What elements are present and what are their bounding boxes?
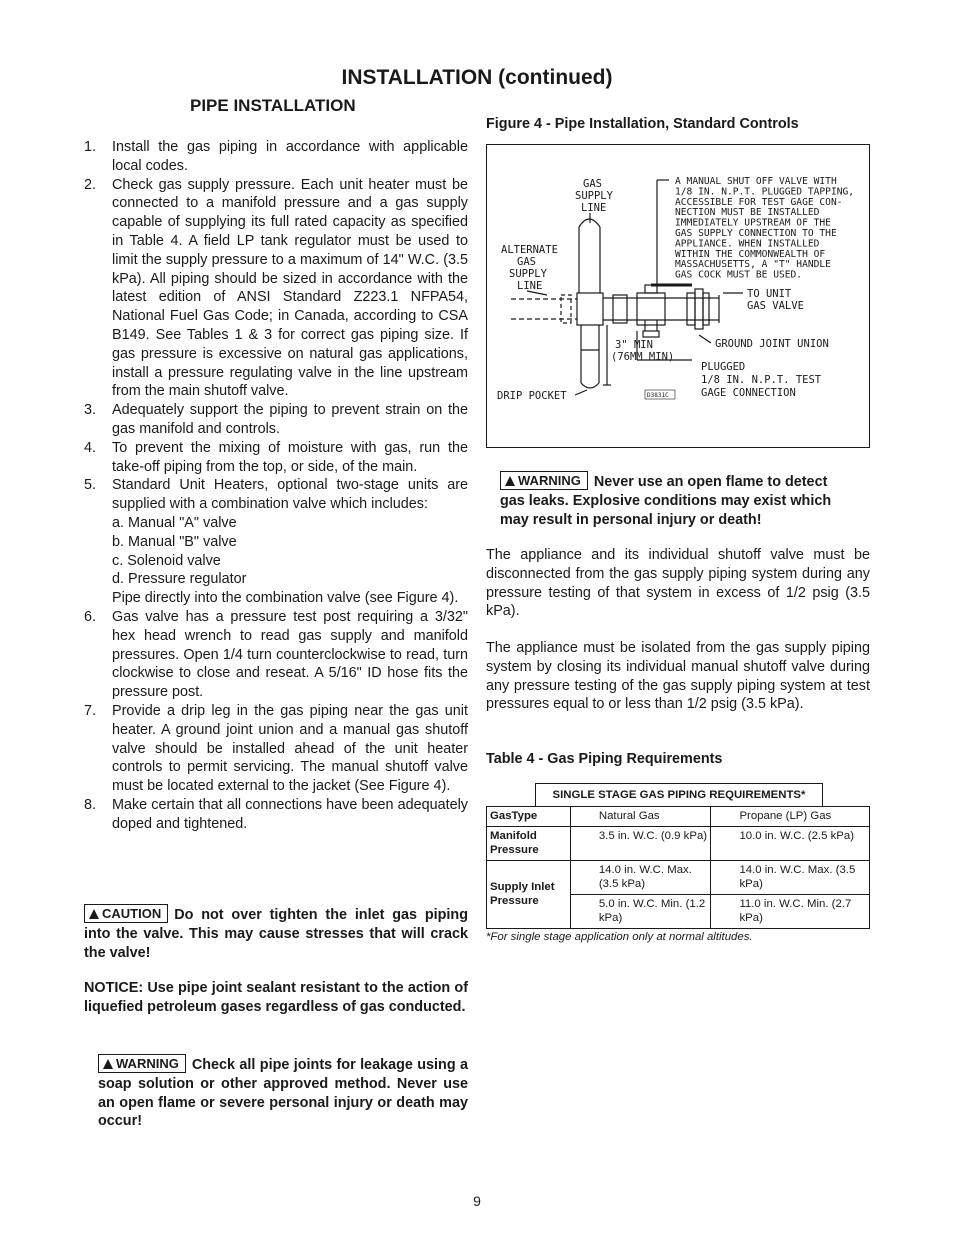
caution-notice: CAUTION Do not over tighten the inlet gas piping into the valve. This may cause stresses that will crack the valve!: [84, 906, 468, 961]
pipe-installation-figure: [486, 144, 870, 448]
label-min-dimension: 3" MIN (76MM MIN): [611, 339, 675, 363]
table-cell: Supply Inlet Pressure: [487, 860, 571, 928]
page-number: 9: [473, 1193, 481, 1209]
label-to-unit-valve: TO UNIT GAS VALVE: [747, 288, 804, 312]
list-item: 4. To prevent the mixing of moisture with gas, run the take-off piping from the top, or side, of the main.: [84, 439, 468, 475]
sub-item: a. Manual "A" valve: [112, 514, 237, 531]
table-cell: 10.0 in. W.C. (2.5 kPa): [711, 826, 870, 860]
figure-code: D3831C: [647, 392, 669, 399]
table-header: SINGLE STAGE GAS PIPING REQUIREMENTS*: [535, 783, 823, 806]
pipe-diagram: [487, 145, 871, 449]
paragraph: The appliance and its individual shutoff valve must be disconnected from the gas supply piping system during any pressure testing of that system in excess of 1/2 psig (3.5 kPa).: [486, 547, 870, 620]
label-plugged-connection: PLUGGED 1/8 IN. N.P.T. TEST GAGE CONNECTION: [701, 361, 822, 399]
sub-item: b. Manual "B" valve: [112, 533, 237, 550]
warning-notice-right: WARNING Never use an open flame to detect gas leaks. Explosive conditions may exist which may result in personal injury or death!: [500, 473, 832, 528]
figure-labels: [497, 176, 860, 402]
table-cell: 11.0 in. W.C. Min. (2.7 kPa): [711, 894, 870, 928]
alert-triangle-icon: [103, 1059, 113, 1069]
list-item: 5. Standard Unit Heaters, optional two-stage units are supplied with a combination valve which includes: a. Manual "A" valve b. Manual "B" valve c. Solenoid valve d. Pressure regulator Pipe directly into the combination valve (see Figure 4).: [84, 477, 468, 607]
warning-notice-left: WARNING Check all pipe joints for leakage using a soap solution or other approved method. Never use an open flame or severe personal injury or death may occur!: [98, 1056, 468, 1130]
sub-item: c. Solenoid valve: [112, 552, 221, 569]
table-cell: 5.0 in. W.C. Min. (1.2 kPa): [570, 894, 711, 928]
list-item: 8. Make certain that all connections have been adequately doped and tightened.: [84, 796, 468, 832]
sub-item: d. Pressure regulator: [112, 571, 247, 588]
instruction-list: [84, 138, 468, 833]
warning-badge: WARNING: [98, 1054, 186, 1073]
label-drip-pocket: DRIP POCKET: [497, 390, 567, 402]
list-item: 2. Check gas supply pressure. Each unit heater must be connected to a manifold pressure and a gas supply capable of supplying its full rated capacity as specified in Table 4. A field LP tank regulator must be used to limit the supply pressure to a maximum of 14" W.C. (3.5 kPa). All piping should be sized in accordance with the latest edition of ANSI Standard Z223.1 NFPA54, National Fuel Gas Code; in Canada, according to CSA B149. See Tables 1 & 3 for correct gas piping size. If gas pressure is excessive on natural gas applications, install a pressure regulating valve in the line upstream from the main shutoff valve.: [84, 176, 468, 400]
list-item: 7. Provide a drip leg in the gas piping near the gas unit heater. A ground joint union and a manual gas shutoff valve should be installed ahead of the unit heater controls to permit servicing. The manual shutoff valve must be located external to the jacket (See Figure 4).: [84, 702, 468, 795]
alert-triangle-icon: [505, 476, 515, 486]
list-item: 6. Gas valve has a pressure test post requiring a 3/32" hex head wrench to read gas supply and manifold pressures. Open 1/4 turn counterclockwise to read, turn clockwise to close and reseat. A 5/16" ID hose fits the pressure post.: [84, 608, 468, 701]
page-title: INSTALLATION (continued): [341, 66, 613, 89]
sealant-notice: NOTICE: Use pipe joint sealant resistant to the action of liquefied petroleum gases regardless of gas conducted.: [84, 980, 468, 1015]
section-title: PIPE INSTALLATION: [190, 96, 356, 115]
label-gas-supply: GAS SUPPLY LINE: [575, 178, 613, 214]
table-cell: GasType: [487, 807, 571, 827]
table-cell: 3.5 in. W.C. (0.9 kPa): [570, 826, 711, 860]
list-item: 3. Adequately support the piping to prevent strain on the gas manifold and controls.: [84, 402, 468, 437]
label-alternate-supply: ALTERNATE GAS SUPPLY LINE: [501, 244, 558, 292]
label-ground-joint-union: GROUND JOINT UNION: [715, 338, 829, 350]
list-item: 1. Install the gas piping in accordance with applicable local codes.: [84, 139, 468, 174]
table-cell: Propane (LP) Gas: [711, 807, 870, 827]
alert-triangle-icon: [89, 909, 99, 919]
table-cell: 14.0 in. W.C. Max. (3.5 kPa): [711, 860, 870, 894]
warning-badge: WARNING: [500, 471, 588, 490]
table-cell: Manifold Pressure: [487, 826, 571, 860]
table-cell: Natural Gas: [570, 807, 711, 827]
sub-item: Pipe directly into the combination valve (see Figure 4).: [112, 590, 459, 607]
table-cell: 14.0 in. W.C. Max. (3.5 kPa): [570, 860, 711, 894]
caution-badge: CAUTION: [84, 904, 168, 923]
figure-caption: Figure 4 - Pipe Installation, Standard Controls: [486, 116, 799, 132]
paragraph: The appliance must be isolated from the gas supply piping system by closing its individual manual shutoff valve during any pressure testing of the gas supply piping system at test pressures equal to or less than 1/2 psig (3.5 kPa).: [486, 640, 870, 713]
gas-piping-table: [486, 783, 870, 943]
label-shutoff-note: A MANUAL SHUT OFF VALVE WITH 1/8 IN. N.P.T. PLUGGED TAPPING, ACCESSIBLE FOR TEST GAGE CON- NECTION MUST BE INSTALLED IMMEDIATELY UPSTREAM OF THE GAS SUPPLY CONNECTION TO THE APPLIANCE. WHEN INSTALLED WITHIN THE COMMONWEALTH OF MASSACHUSETTS, A "T" HANDLE GAS COCK MUST BE USED.: [675, 176, 855, 281]
table-caption: Table 4 - Gas Piping Requirements: [486, 751, 723, 767]
table-footnote: *For single stage application only at normal altitudes.: [486, 930, 753, 943]
